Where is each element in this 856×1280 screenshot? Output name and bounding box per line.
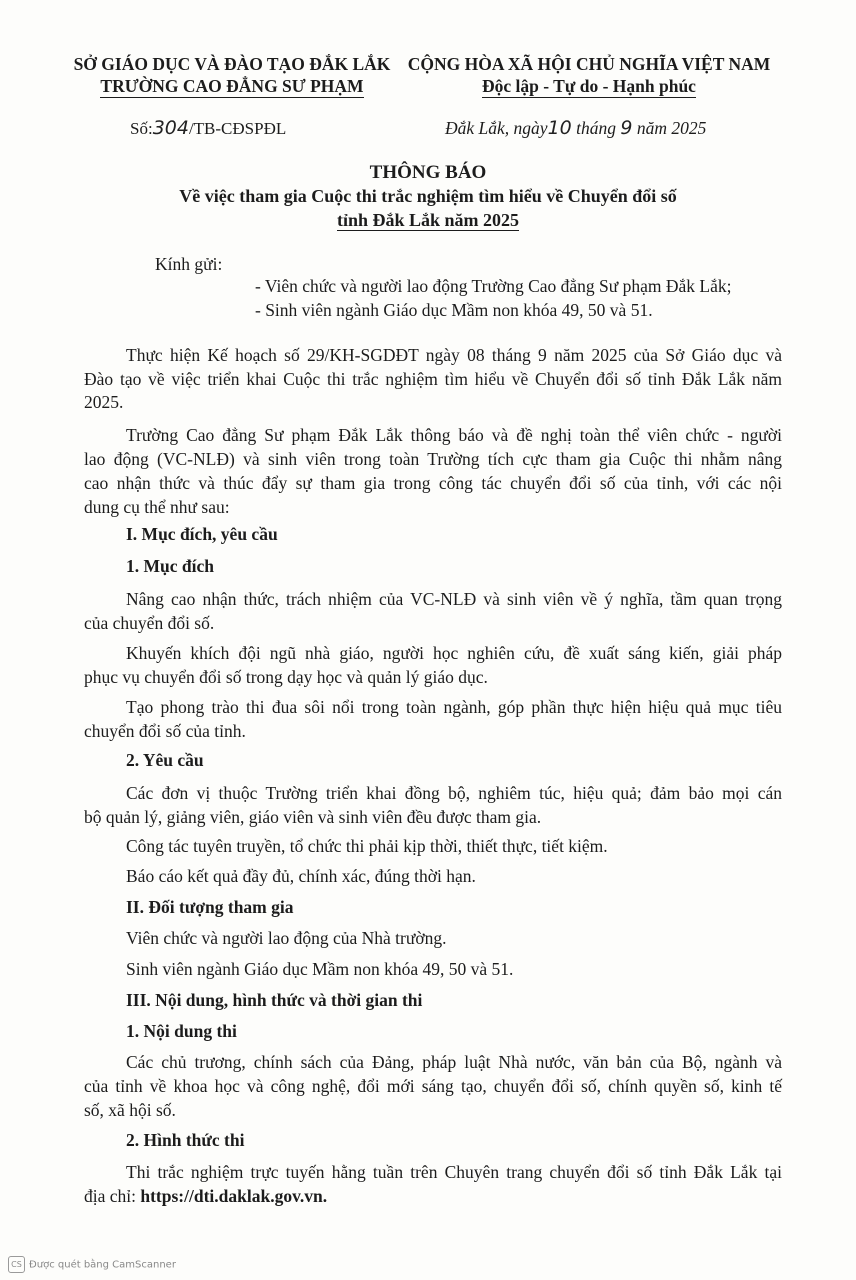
date-day-handwritten: 10 <box>547 117 572 139</box>
paragraph-line: Trường Cao đẳng Sư phạm Đắk Lắk thông báo và đề nghị toàn thể viên chức - người <box>126 425 782 445</box>
national-motto: Độc lập - Tự do - Hạnh phúc <box>482 76 696 96</box>
paragraph-line: Thi trắc nghiệm trực tuyến hằng tuần trên Chuyên trang chuyển đổi số tỉnh Đắk Lắk tại <box>126 1162 782 1182</box>
subsection-heading: 1. Nội dung thi <box>126 1021 237 1041</box>
document-title: THÔNG BÁO <box>369 162 487 183</box>
section-heading: I. Mục đích, yêu cầu <box>126 524 278 544</box>
issuer-header <box>62 52 402 98</box>
date-month-handwritten: 9 <box>620 117 633 139</box>
paragraph-line: chuyển đổi số của tỉnh. <box>84 721 246 741</box>
paragraph-line: Thực hiện Kế hoạch số 29/KH-SGDĐT ngày 08 tháng 9 năm 2025 của Sở Giáo dục và <box>126 345 782 365</box>
paragraph-line: của chuyển đổi số. <box>84 613 215 633</box>
paragraph-line: Công tác tuyên truyền, tổ chức thi phải kịp thời, thiết thực, tiết kiệm. <box>126 836 608 856</box>
date-middle: tháng <box>571 118 621 138</box>
paragraph-line: Báo cáo kết quả đầy đủ, chính xác, đúng thời hạn. <box>126 866 476 886</box>
paragraph-line: Nâng cao nhận thức, trách nhiệm của VC-NLĐ và sinh viên về ý nghĩa, tầm quan trọng <box>126 589 782 609</box>
paragraph-line: của tỉnh về khoa học và công nghệ, đổi mới sáng tạo, chuyển đổi số, chính quyền số, kinh tế <box>84 1076 782 1096</box>
issuer-department: SỞ GIÁO DỤC VÀ ĐÀO TẠO ĐẮK LẮK <box>73 54 391 74</box>
paragraph-line: Tạo phong trào thi đua sôi nổi trong toàn ngành, góp phần thực hiện hiệu quả mục tiêu <box>126 697 782 717</box>
subsection-heading: 1. Mục đích <box>126 556 214 576</box>
recipient-item: - Sinh viên ngành Giáo dục Mầm non khóa 49, 50 và 51. <box>255 300 653 320</box>
document-subject-underlined: tỉnh Đắk Lắk năm 2025 <box>336 210 520 230</box>
paragraph-line <box>84 1184 782 1208</box>
document-date <box>445 117 706 139</box>
document-number <box>130 117 286 139</box>
paragraph-line: Khuyến khích đội ngũ nhà giáo, người học nghiên cứu, đề xuất sáng kiến, giải pháp <box>126 643 782 663</box>
scanner-watermark <box>8 1256 176 1273</box>
date-prefix: Đắk Lắk, ngày <box>445 118 548 138</box>
address-label: địa chỉ: <box>84 1186 141 1206</box>
contest-url: https://dti.daklak.gov.vn. <box>140 1186 328 1206</box>
subsection-heading: 2. Yêu cầu <box>126 750 204 770</box>
document-number-handwritten: 304 <box>152 117 189 139</box>
paragraph-line: lao động (VC-NLĐ) và sinh viên trong toàn Trường tích cực tham gia Cuộc thi nhằm nâng <box>84 449 782 469</box>
recipients-label: Kính gửi: <box>155 254 223 274</box>
subsection-heading: 2. Hình thức thi <box>126 1130 245 1150</box>
document-subject-line-2 <box>0 210 856 231</box>
paragraph-line: Đào tạo về việc triển khai Cuộc thi trắc nghiệm tìm hiểu về Chuyển đổi số tỉnh Đắk Lắk năm <box>84 369 782 389</box>
document-number-prefix: Số: <box>130 119 153 138</box>
paragraph-line: Sinh viên ngành Giáo dục Mầm non khóa 49, 50 và 51. <box>126 959 514 979</box>
paragraph-line: dung cụ thể như sau: <box>84 497 230 517</box>
paragraph-line: phục vụ chuyển đổi số trong dạy học và quản lý giáo dục. <box>84 667 488 687</box>
recipient-item: - Viên chức và người lao động Trường Cao đẳng Sư phạm Đắk Lắk; <box>255 276 732 296</box>
national-header <box>398 52 780 98</box>
document-subject-line-1: Về việc tham gia Cuộc thi trắc nghiệm tìm hiểu về Chuyển đổi số <box>179 186 677 206</box>
camscanner-icon: CS <box>8 1256 25 1273</box>
paragraph-line: số, xã hội số. <box>84 1100 176 1120</box>
national-title: CỘNG HÒA XÃ HỘI CHỦ NGHĨA VIỆT NAM <box>407 54 771 74</box>
paragraph-line: 2025. <box>84 392 124 412</box>
section-heading: II. Đối tượng tham gia <box>126 897 294 917</box>
date-suffix: năm 2025 <box>632 118 707 138</box>
paragraph-line: Viên chức và người lao động của Nhà trường. <box>126 928 447 948</box>
scanner-watermark-text: Được quét bằng CamScanner <box>29 1259 176 1271</box>
paragraph-line: bộ quản lý, giảng viên, giáo viên và sinh viên đều được tham gia. <box>84 807 542 827</box>
paragraph-line: Các đơn vị thuộc Trường triển khai đồng bộ, nghiêm túc, hiệu quả; đảm bảo mọi cán <box>126 783 782 803</box>
paragraph-line: cao nhận thức và thúc đẩy sự tham gia trong công tác chuyển đổi số của tỉnh, với các nội <box>84 473 782 493</box>
section-heading: III. Nội dung, hình thức và thời gian thi <box>126 990 423 1010</box>
paragraph-line: Các chủ trương, chính sách của Đảng, pháp luật Nhà nước, văn bản của Bộ, ngành và <box>126 1052 782 1072</box>
issuer-school: TRƯỜNG CAO ĐẲNG SƯ PHẠM <box>100 76 364 96</box>
document-number-suffix: /TB-CĐSPĐL <box>188 119 287 138</box>
